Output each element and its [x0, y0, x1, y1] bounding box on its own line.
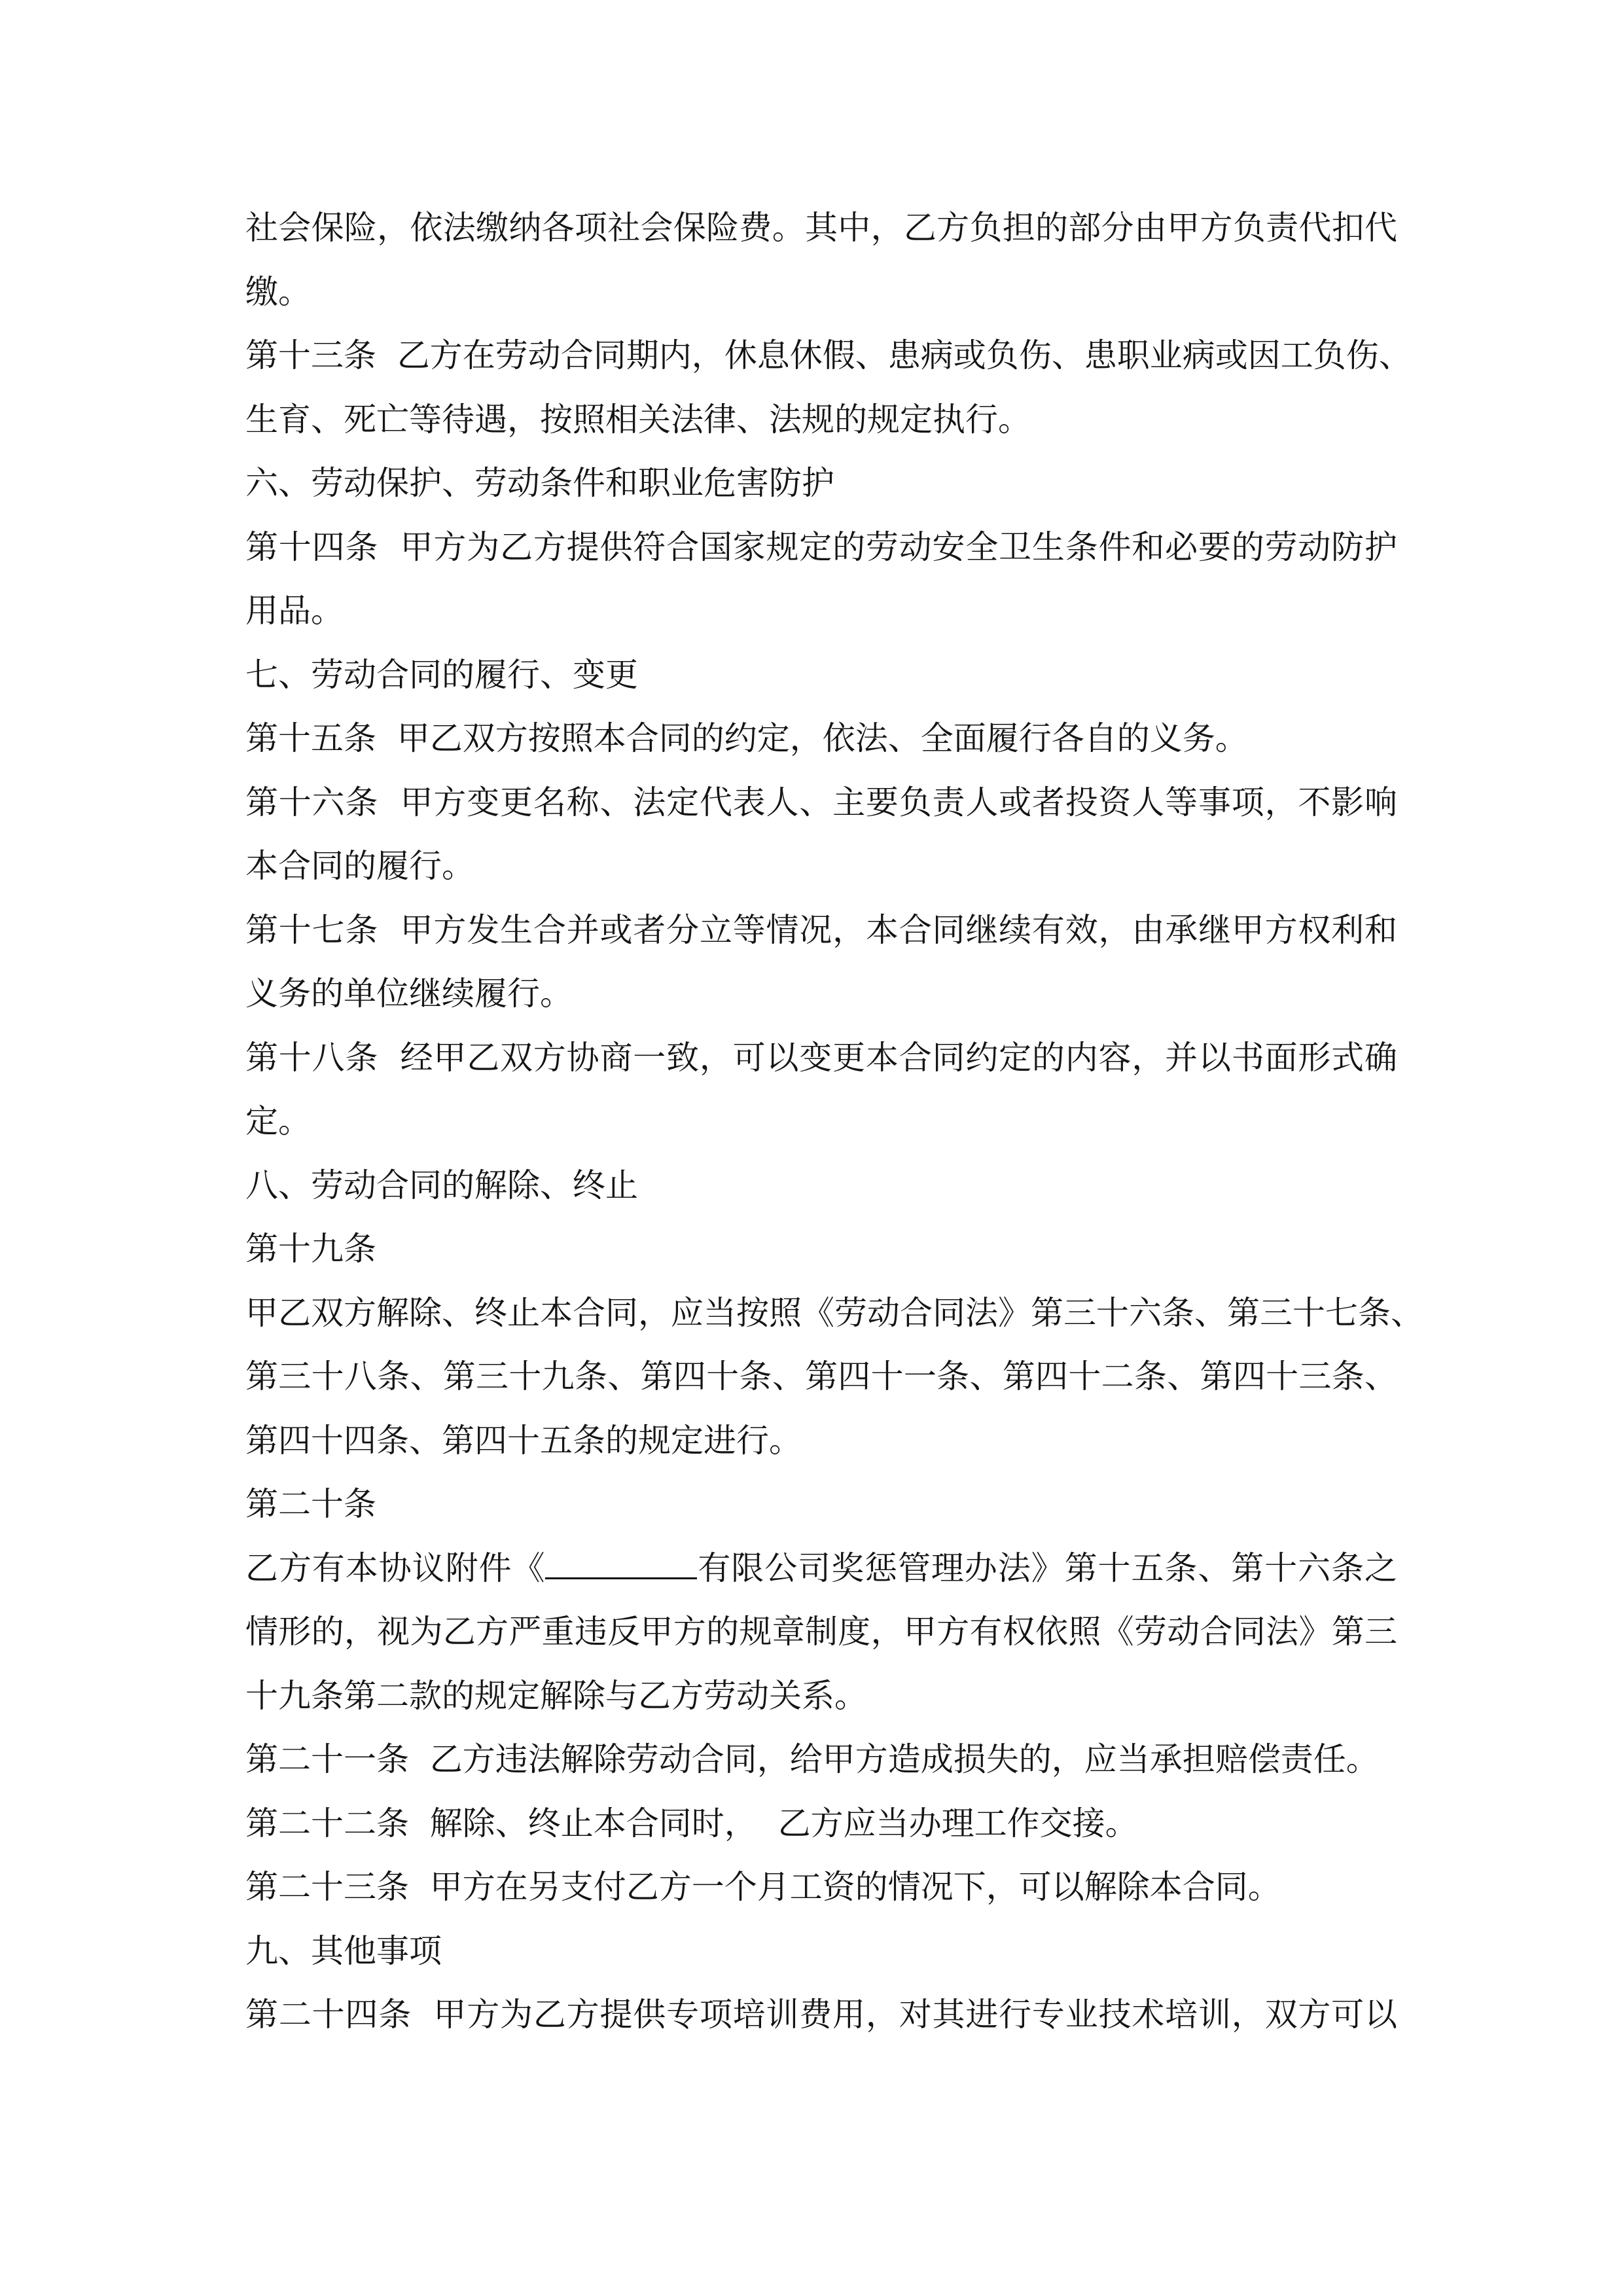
article-21-line: 第二十一条 乙方违法解除劳动合同，给甲方造成损失的，应当承担赔偿责任。	[245, 1740, 1379, 1778]
text-line: 定。	[245, 1102, 311, 1140]
article-23-line: 第二十三条 甲方在另支付乙方一个月工资的情况下，可以解除本合同。	[245, 1868, 1281, 1906]
text-line: 生育、死亡等待遇，按照相关法律、法规的规定执行。	[245, 400, 1031, 439]
section-heading-7: 七、劳动合同的履行、变更	[245, 655, 638, 694]
text-line: 甲乙双方解除、终止本合同，应当按照《劳动合同法》第三十六条、第三十七条、	[245, 1293, 1423, 1332]
section-heading-9: 九、其他事项	[245, 1931, 442, 1970]
article-22-line: 第二十二条 解除、终止本合同时， 乙方应当办理工作交接。	[245, 1804, 1138, 1842]
blank-prefix: 乙方有本协议附件《	[245, 1549, 546, 1587]
text-line-with-blank	[245, 1537, 1397, 1601]
text-line: 第四十四条、第四十五条的规定进行。	[245, 1421, 802, 1460]
article-13-line: 第十三条 乙方在劳动合同期内，休息休假、患病或负伤、患职业病或因工负伤、	[245, 336, 1412, 374]
text-line: 情形的，视为乙方严重违反甲方的规章制度，甲方有权依照《劳动合同法》第三	[245, 1613, 1397, 1651]
blank-suffix: 有限公司奖惩管理办法》第十五条、第十六条之	[697, 1549, 1398, 1587]
article-18-line: 第十八条 经甲乙双方协商一致，可以变更本合同约定的内容，并以书面形式确	[245, 1038, 1397, 1077]
article-14-line: 第十四条 甲方为乙方提供符合国家规定的劳动安全卫生条件和必要的劳动防护	[245, 528, 1397, 566]
article-16-line: 第十六条 甲方变更名称、法定代表人、主要负责人或者投资人等事项，不影响	[245, 783, 1397, 821]
text-line: 第三十八条、第三十九条、第四十条、第四十一条、第四十二条、第四十三条、	[245, 1357, 1397, 1395]
fill-in-blank	[545, 1545, 697, 1579]
text-line: 社会保险，依法缴纳各项社会保险费。其中，乙方负担的部分由甲方负责代扣代	[245, 209, 1397, 247]
contract-text-body	[245, 196, 1423, 2047]
article-15-line: 第十五条 甲乙双方按照本合同的约定，依法、全面履行各自的义务。	[245, 719, 1248, 757]
text-line: 用品。	[245, 592, 344, 630]
text-line: 缴。	[245, 272, 311, 311]
article-17-line: 第十七条 甲方发生合并或者分立等情况，本合同继续有效，由承继甲方权利和	[245, 910, 1397, 949]
section-heading-6: 六、劳动保护、劳动条件和职业危害防护	[245, 464, 834, 502]
text-line: 本合同的履行。	[245, 847, 474, 885]
text-line: 十九条第二款的规定解除与乙方劳动关系。	[245, 1676, 867, 1715]
article-20-heading: 第二十条	[245, 1485, 376, 1523]
article-24-line: 第二十四条 甲方为乙方提供专项培训费用，对其进行专业技术培训，双方可以	[245, 1996, 1397, 2034]
article-19-heading: 第十九条	[245, 1230, 376, 1268]
text-line: 义务的单位继续履行。	[245, 975, 573, 1013]
section-heading-8: 八、劳动合同的解除、终止	[245, 1166, 638, 1204]
